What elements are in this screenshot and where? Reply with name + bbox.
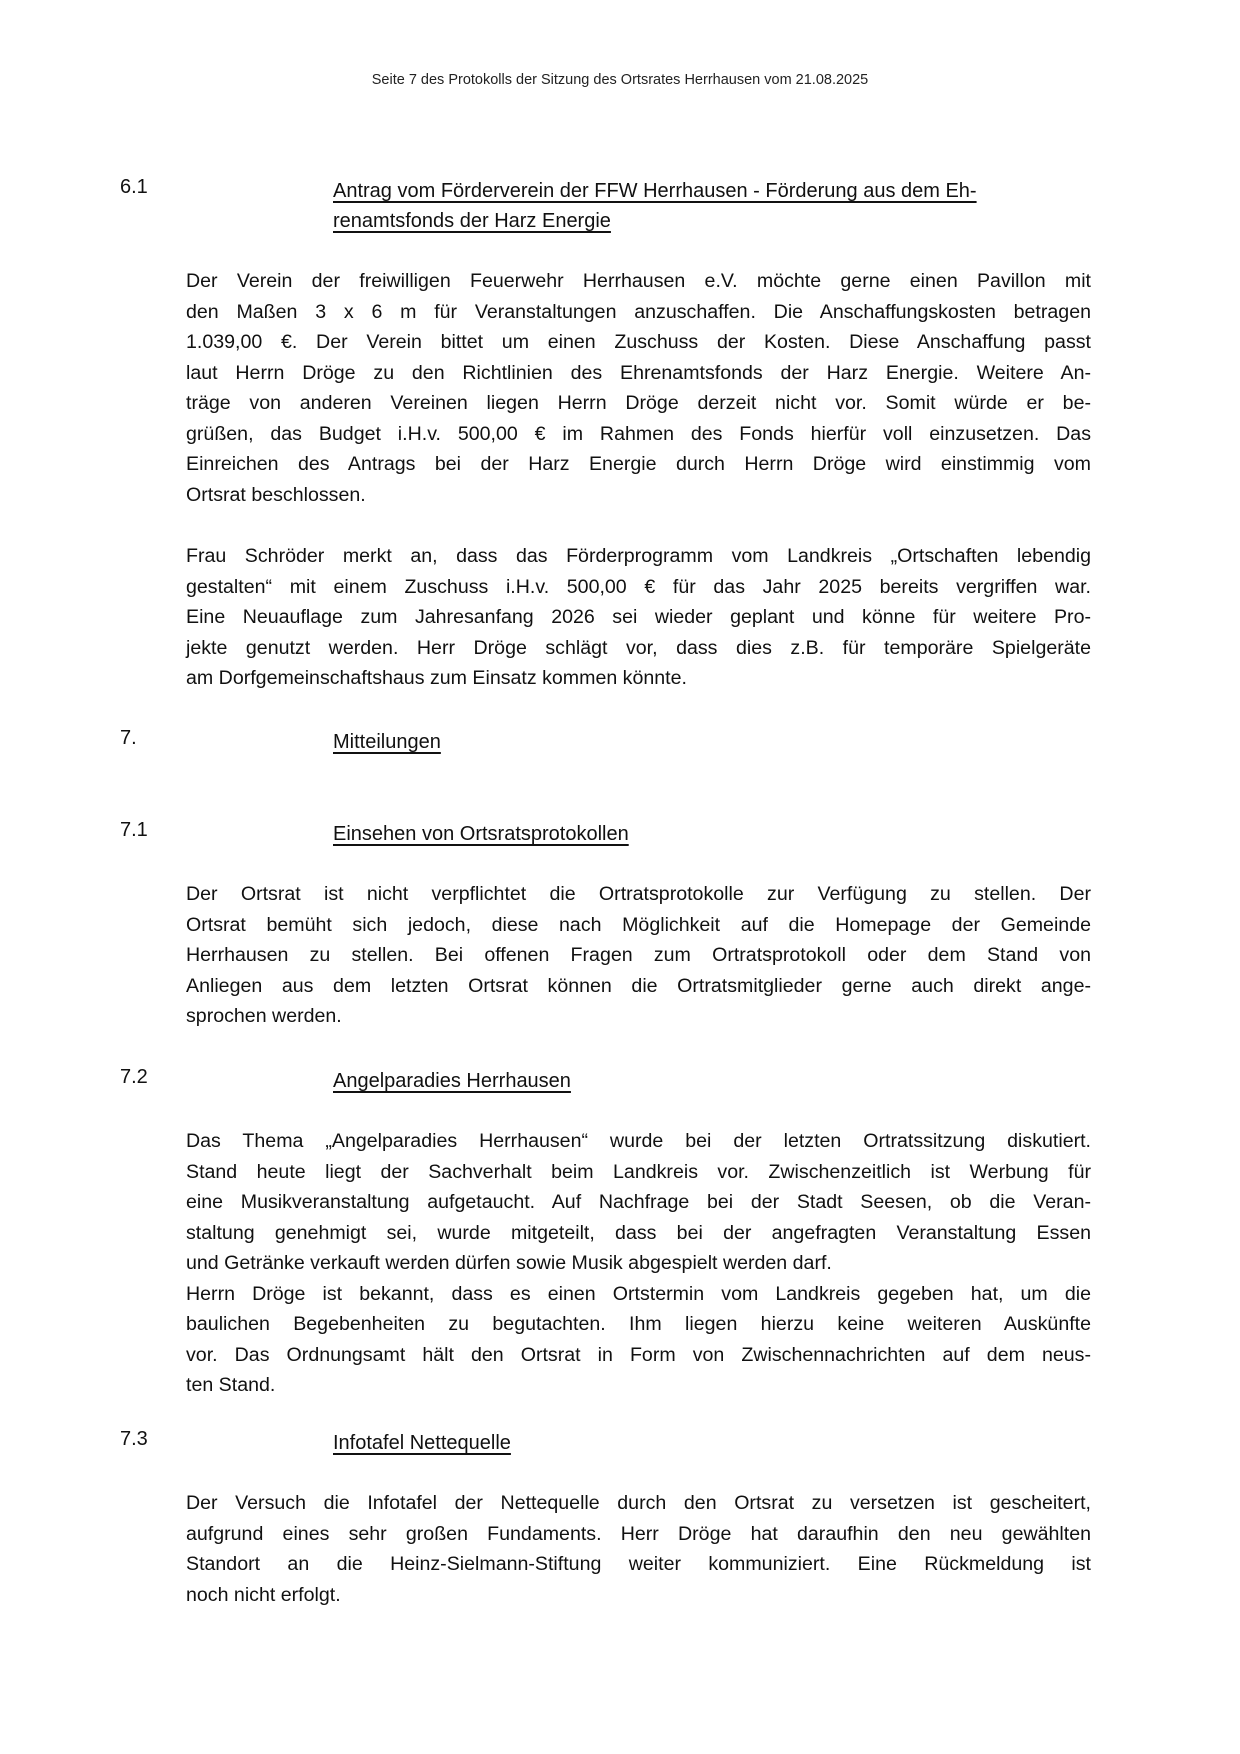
text-line: noch nicht erfolgt. xyxy=(186,1583,341,1606)
paragraph xyxy=(186,541,1091,694)
section-number: 7.2 xyxy=(120,1066,148,1088)
text-line: Ortsrat beschlossen. xyxy=(186,483,366,506)
text-line: Einreichen des Antrags bei der Harz Energie durch Herrn Dröge wird einstimmig vom xyxy=(186,453,1091,475)
text-line: Eine Neuauflage zum Jahresanfang 2026 sei wieder geplant und könne für weitere Pro- xyxy=(186,606,1091,628)
text-line: und Getränke verkauft werden dürfen sowie Musik abgespielt werden darf. xyxy=(186,1252,832,1274)
text-line: Der Verein der freiwilligen Feuerwehr Herrhausen e.V. möchte gerne einen Pavillon mit xyxy=(186,270,1091,292)
section-title xyxy=(333,1066,1093,1096)
text-line: aufgrund eines sehr großen Fundaments. Herr Dröge hat daraufhin den neu gewählten xyxy=(186,1522,1091,1545)
text-line: 1.039,00 €. Der Verein bittet um einen Zuschuss der Kosten. Diese Anschaffung passt xyxy=(186,331,1091,353)
section-title xyxy=(333,727,1093,757)
text-line: sprochen werden. xyxy=(186,1005,342,1027)
text-line: Herrn Dröge ist bekannt, dass es einen Ortstermin vom Landkreis gegeben hat, um die xyxy=(186,1282,1091,1305)
text-line: den Maßen 3 x 6 m für Veranstaltungen anzuschaffen. Die Anschaffungskosten betragen xyxy=(186,300,1091,323)
text-line: eine Musikveranstaltung aufgetaucht. Auf Nachfrage bei der Stadt Seesen, ob die Veran- xyxy=(186,1191,1091,1213)
text-line: baulichen Begebenheiten zu begutachten. Ihm liegen hierzu keine weiteren Auskünfte xyxy=(186,1313,1091,1335)
page-header: Seite 7 des Protokolls der Sitzung des Ortsrates Herrhausen vom 21.08.2025 xyxy=(371,72,869,88)
text-line: am Dorfgemeinschaftshaus zum Einsatz kommen könnte. xyxy=(186,667,687,689)
text-line: Standort an die Heinz-Sielmann-Stiftung weiter kommuniziert. Eine Rückmeldung ist xyxy=(186,1553,1091,1575)
section-title-line: Mitteilungen xyxy=(333,731,441,753)
paragraph xyxy=(186,879,1091,1032)
text-line: Herrhausen zu stellen. Bei offenen Fragen zum Ortratsprotokoll oder dem Stand von xyxy=(186,944,1091,966)
section-title-line: Einsehen von Ortsratsprotokollen xyxy=(333,823,629,845)
paragraph xyxy=(186,266,1091,510)
text-line: laut Herrn Dröge zu den Richtlinien des Ehrenamtsfonds der Harz Energie. Weitere An- xyxy=(186,361,1091,384)
text-line: Das Thema „Angelparadies Herrhausen“ wurde bei der letzten Ortratssitzung diskutiert. xyxy=(186,1130,1091,1152)
section-number: 6.1 xyxy=(120,176,148,198)
text-line: Frau Schröder merkt an, dass das Förderprogramm vom Landkreis „Ortschaften lebendig xyxy=(186,545,1091,567)
text-line: Der Versuch die Infotafel der Nettequelle durch den Ortsrat zu versetzen ist gescheitert, xyxy=(186,1492,1091,1514)
text-line: Der Ortsrat ist nicht verpflichtet die Ortratsprotokolle zur Verfügung zu stellen. Der xyxy=(186,883,1091,905)
section-title xyxy=(333,1428,1093,1458)
text-line: ten Stand. xyxy=(186,1374,276,1396)
section-title-line: Infotafel Nettequelle xyxy=(333,1432,511,1454)
section-title-line: Antrag vom Förderverein der FFW Herrhausen - Förderung aus dem Eh- xyxy=(333,180,977,202)
text-line: gestalten“ mit einem Zuschuss i.H.v. 500,00 € für das Jahr 2025 bereits vergriffen war. xyxy=(186,575,1091,598)
text-line: vor. Das Ordnungsamt hält den Ortsrat in Form von Zwischennachrichten auf dem neus- xyxy=(186,1343,1091,1366)
text-line: Ortsrat bemüht sich jedoch, diese nach Möglichkeit auf die Homepage der Gemeinde xyxy=(186,913,1091,936)
text-line: Stand heute liegt der Sachverhalt beim Landkreis vor. Zwischenzeitlich ist Werbung für xyxy=(186,1160,1091,1183)
section-number: 7.3 xyxy=(120,1428,148,1450)
paragraph xyxy=(186,1488,1091,1610)
text-line: staltung genehmigt sei, wurde mitgeteilt, dass bei der angefragten Veranstaltung Essen xyxy=(186,1221,1091,1244)
section-number: 7.1 xyxy=(120,819,148,841)
text-line: grüßen, das Budget i.H.v. 500,00 € im Rahmen des Fonds hierfür voll einzusetzen. Das xyxy=(186,422,1091,445)
text-line: Anliegen aus dem letzten Ortsrat können die Ortratsmitglieder gerne auch direkt ange- xyxy=(186,974,1091,997)
section-title xyxy=(333,176,1093,236)
section-title xyxy=(333,819,1093,849)
section-title-line: renamtsfonds der Harz Energie xyxy=(333,210,611,232)
section-title-line: Angelparadies Herrhausen xyxy=(333,1070,571,1092)
text-line: träge von anderen Vereinen liegen Herrn Dröge derzeit nicht vor. Somit würde er be- xyxy=(186,392,1091,414)
section-number: 7. xyxy=(120,727,137,749)
paragraph xyxy=(186,1126,1091,1401)
text-line: jekte genutzt werden. Herr Dröge schlägt vor, dass dies z.B. für temporäre Spielgeräte xyxy=(186,636,1091,659)
